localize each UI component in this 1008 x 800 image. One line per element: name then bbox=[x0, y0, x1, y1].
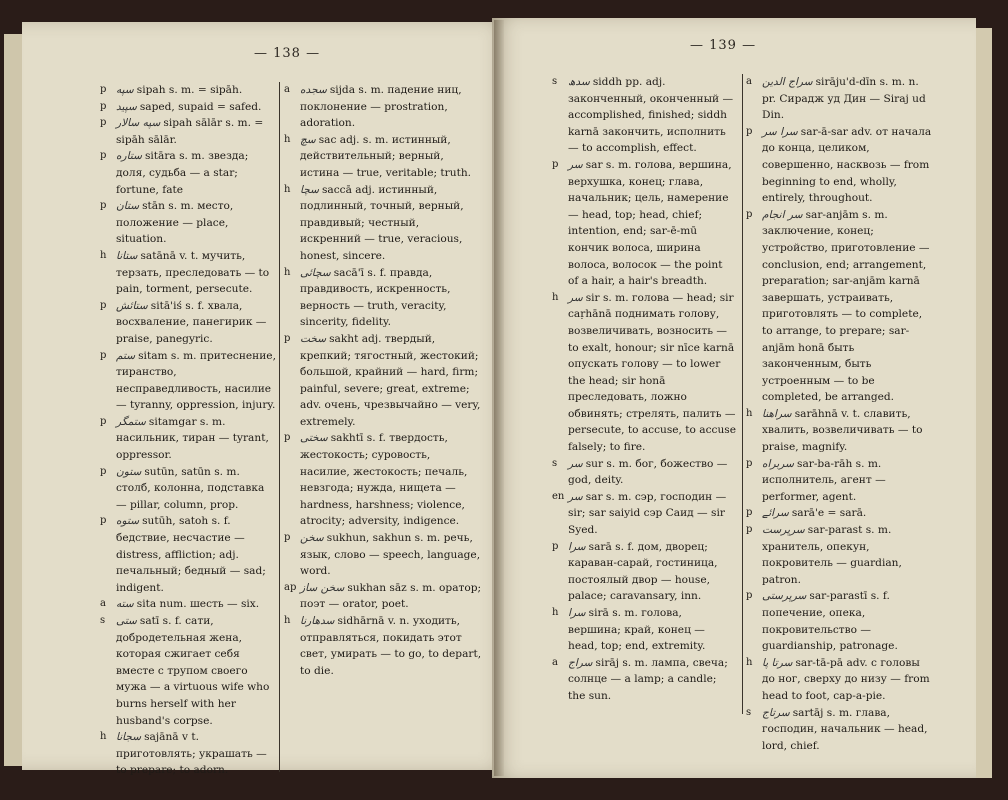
dictionary-entry bbox=[746, 456, 936, 506]
entry-arabic-headword: سر انجام bbox=[762, 208, 803, 221]
entry-text: sarā s. f. дом, дворец; караван-сарай, гостиница, постоялый двор — house, palace; caravansary, inn. bbox=[568, 540, 718, 603]
entry-text: sar-ā-sar adv. от начала до конца, целиком, совершенно, насквозь — from beginning to end, wholly, entirely, throughout. bbox=[762, 125, 932, 205]
dictionary-entry bbox=[284, 430, 482, 530]
right-column-1 bbox=[552, 74, 736, 705]
entry-arabic-headword: سر bbox=[568, 490, 583, 503]
entry-language-tag: en bbox=[552, 490, 565, 502]
entry-arabic-headword: ستاره bbox=[116, 150, 142, 163]
left-column-rule bbox=[279, 82, 280, 772]
entry-text: sijda s. m. падение ниц, поклонение — prostration, adoration. bbox=[300, 84, 462, 130]
entry-arabic-headword: سر bbox=[568, 158, 583, 171]
entry-language-tag: p bbox=[552, 540, 559, 552]
dictionary-entry bbox=[746, 522, 936, 588]
dictionary-entry bbox=[100, 613, 276, 729]
entry-text: sar s. m. сэр, господин — sir; sar saiyid сэр Саид — sir Syed. bbox=[568, 490, 727, 537]
entry-language-tag: p bbox=[746, 125, 753, 137]
entry-text: sar s. m. голова, вершина, верхушка, конец; глава, начальник; цель, намерение — head, top; head, chief; intention, end; sar-ē-mū кончик волоса, ширина волоса, волосок — the point of a hair, a hair's breadth. bbox=[568, 158, 732, 288]
entry-text: sirāju'd-dīn s. m. n. pr. Сирадж уд Дин — Siraj ud Din. bbox=[762, 76, 926, 122]
entry-text: sar-anjām s. m. заключение, конец; устройство, приготовление — conclusion, end; arrangement, preparation; sar-anjām karnā завершать, устраивать, приготовлять — to complete, to arrange, to prepare; sar-anjām honā быть законченным, быть устроенным — to be completed, be arranged. bbox=[762, 208, 930, 404]
dictionary-entry bbox=[100, 298, 276, 348]
entry-arabic-headword: ستان bbox=[116, 200, 140, 213]
dictionary-entry bbox=[746, 406, 936, 456]
left-page-number: — 138 — bbox=[254, 46, 321, 61]
entry-arabic-headword: سرا سر bbox=[762, 125, 798, 138]
entry-text: sidhārnā v. n. уходить, отправляться, покидать этот свет, умирать — to go, to depart, to die. bbox=[300, 615, 482, 677]
dictionary-entry bbox=[552, 157, 736, 290]
entry-language-tag: a bbox=[746, 76, 752, 87]
entry-language-tag: p bbox=[100, 200, 107, 212]
entry-text: siddh pp. adj. законченный, оконченный — accomplished, finished; siddh karnā закончить, исполнить — to accomplish, effect. bbox=[568, 76, 734, 155]
entry-text: sukhan sāz s. m. оратор; поэт — orator, poet. bbox=[300, 581, 482, 611]
entry-arabic-headword: سخن bbox=[300, 532, 324, 545]
entry-arabic-headword: سرا bbox=[568, 540, 586, 553]
entry-arabic-headword: سختی bbox=[300, 432, 328, 445]
entry-language-tag: p bbox=[100, 465, 107, 477]
entry-arabic-headword: سدهارنا bbox=[300, 615, 335, 627]
entry-arabic-headword: سچا bbox=[300, 183, 319, 196]
entry-language-tag: p bbox=[100, 84, 107, 95]
entry-text: sutūn, satūn s. m. столб, колонна, подставка — pillar, column, prop. bbox=[116, 465, 265, 511]
entry-arabic-headword: سر bbox=[568, 457, 583, 470]
dictionary-entry bbox=[284, 530, 482, 580]
dictionary-entry bbox=[552, 655, 736, 705]
entry-language-tag: h bbox=[284, 266, 291, 278]
entry-text: sakhtī s. f. твердость, жестокость; суровость, насилие, жестокость; печаль, невзгода; нужда, нищета — hardness, harshness; violence, atrocity; adversity, indigence. bbox=[300, 432, 468, 528]
right-page-number: — 139 — bbox=[690, 38, 757, 53]
entry-text: sipah s. m. = sipāh. bbox=[136, 84, 243, 96]
entry-text: sac adj. s. m. истинный, действительный; верный, истина — true, veritable; truth. bbox=[300, 133, 472, 179]
dictionary-entry bbox=[552, 290, 736, 456]
entry-arabic-headword: سدھ bbox=[568, 76, 590, 88]
entry-arabic-headword: سته bbox=[116, 598, 134, 611]
entry-language-tag: h bbox=[552, 607, 559, 618]
entry-language-tag: p bbox=[100, 515, 107, 527]
dictionary-entry bbox=[100, 198, 276, 248]
entry-arabic-headword: سراج الدین bbox=[762, 76, 813, 88]
entry-language-tag: h bbox=[284, 183, 291, 195]
dictionary-entry bbox=[100, 99, 276, 116]
entry-arabic-headword: سرا bbox=[568, 607, 586, 619]
dictionary-entry bbox=[100, 464, 276, 514]
entry-arabic-headword: ستون bbox=[116, 465, 142, 478]
dictionary-entry bbox=[746, 74, 936, 124]
entry-text: sur s. m. бог, божество — god, deity. bbox=[568, 457, 728, 487]
entry-language-tag: h bbox=[284, 133, 291, 145]
entry-text: sita num. шесть — six. bbox=[136, 598, 260, 611]
entry-text: sitā'iś s. f. хвала, восхваление, панегирик — praise, panegyric. bbox=[116, 299, 267, 345]
entry-language-tag: h bbox=[552, 291, 559, 303]
entry-text: sipah sālār s. m. = sipāh sālār. bbox=[116, 117, 264, 146]
entry-language-tag: s bbox=[746, 706, 752, 718]
dictionary-entry bbox=[100, 248, 276, 298]
dictionary-entry bbox=[100, 414, 276, 464]
entry-arabic-headword: سجانا bbox=[116, 731, 142, 744]
entry-arabic-headword: سرتا پا bbox=[762, 656, 793, 669]
entry-language-tag: p bbox=[746, 457, 753, 469]
dictionary-entry bbox=[552, 74, 736, 157]
dictionary-entry bbox=[746, 505, 936, 522]
entry-text: sacā'ī s. f. правда, правдивость, искренность, верность — truth, veracity, sincerity, fidelity. bbox=[300, 266, 451, 329]
entry-text: sir s. m. голова — head; sir caṛhānā поднимать голову, возвеличивать, возносить — to exalt, honour; sir nīce karnā опускать голову — to lower the head; sir honā преследовать, ложно обвинять; стрелять, палить — persecute, to accuse, to accuse falsely; to fire. bbox=[568, 291, 736, 454]
dictionary-entry bbox=[552, 489, 736, 539]
dictionary-entry bbox=[100, 513, 276, 596]
dictionary-entry bbox=[284, 82, 482, 132]
entry-arabic-headword: سربراه bbox=[762, 457, 795, 470]
entry-text: sar-ba-rāh s. m. исполнитель, агент — performer, agent. bbox=[762, 457, 886, 503]
entry-language-tag: p bbox=[100, 415, 107, 427]
entry-language-tag: h bbox=[100, 249, 107, 261]
entry-language-tag: h bbox=[284, 615, 291, 626]
entry-language-tag: s bbox=[552, 457, 558, 469]
entry-language-tag: ap bbox=[284, 581, 297, 593]
entry-text: satī s. f. сати, добродетельная жена, которая сжигает себя вместе с трупом своего мужа — a virtuous wife who burns herself with her husband's corpse. bbox=[116, 615, 270, 727]
entry-language-tag: a bbox=[552, 656, 558, 668]
entry-language-tag: p bbox=[284, 432, 291, 444]
entry-arabic-headword: سجده bbox=[300, 84, 327, 96]
entry-language-tag: h bbox=[746, 656, 753, 668]
dictionary-entry bbox=[284, 182, 482, 265]
dictionary-entry bbox=[552, 456, 736, 489]
entry-language-tag: p bbox=[100, 299, 107, 311]
book-gutter bbox=[494, 20, 504, 776]
dictionary-entry bbox=[100, 348, 276, 414]
entry-language-tag: h bbox=[746, 407, 753, 419]
dictionary-entry bbox=[100, 596, 276, 613]
entry-text: sakht adj. твердый, крепкий; тягостный, жестокий; большой, крайний — hard, firm; painful, severe; great, extreme; adv. очень, чрезвычайно — very, extremely. bbox=[300, 332, 481, 428]
entry-text: sajānā v t. приготовлять; украшать — to prepare; to adorn. bbox=[116, 731, 267, 777]
right-column-rule bbox=[742, 74, 743, 714]
dictionary-entry bbox=[552, 605, 736, 655]
entry-text: saped, supaid = safed. bbox=[139, 100, 262, 113]
entry-language-tag: s bbox=[552, 76, 558, 87]
entry-text: sar-parast s. m. хранитель, опекун, покровитель — guardian, patron. bbox=[762, 524, 902, 586]
entry-arabic-headword: سرپرستی bbox=[762, 590, 807, 603]
entry-arabic-headword: ستوه bbox=[116, 515, 140, 528]
entry-arabic-headword: سپه سالار bbox=[116, 117, 161, 130]
entry-language-tag: p bbox=[284, 332, 291, 344]
dictionary-entry bbox=[100, 148, 276, 198]
left-page bbox=[22, 22, 510, 777]
entry-arabic-headword: ستانا bbox=[116, 249, 138, 262]
dictionary-entry bbox=[284, 265, 482, 331]
dictionary-entry bbox=[552, 539, 736, 605]
entry-language-tag: p bbox=[100, 117, 107, 129]
entry-arabic-headword: سراهنا bbox=[762, 407, 792, 420]
entry-language-tag: s bbox=[100, 615, 106, 626]
dictionary-entry bbox=[746, 705, 936, 755]
entry-language-tag: a bbox=[284, 84, 290, 95]
entry-language-tag: p bbox=[552, 158, 559, 170]
entry-arabic-headword: سرائے bbox=[762, 507, 789, 520]
entry-text: sar-parastī s. f. попечение, опека, покровительство — guardianship, patronage. bbox=[762, 590, 898, 653]
dictionary-entry bbox=[746, 655, 936, 705]
entry-arabic-headword: سراج bbox=[568, 656, 593, 669]
entry-text: sar-tā-pā adv. с головы до ног, сверху до низу — from head to foot, cap-a-pie. bbox=[762, 656, 930, 702]
dictionary-entry bbox=[746, 124, 936, 207]
dictionary-entry bbox=[284, 331, 482, 431]
entry-text: sitamgar s. m. насильник, тиран — tyrant, oppressor. bbox=[116, 415, 269, 462]
entry-text: saccā adj. истинный, подлинный, точный, верный, правдивый; честный, искренний — true, veracious, honest, sincere. bbox=[300, 183, 464, 262]
entry-arabic-headword: ستمگر bbox=[116, 415, 146, 428]
entry-arabic-headword: سخن ساز bbox=[300, 581, 345, 594]
entry-text: satānā v. t. мучить, терзать, преследовать — to pain, torment, persecute. bbox=[116, 249, 270, 296]
dictionary-entry bbox=[100, 115, 276, 148]
entry-text: sartāj s. m. глава, господин, начальник — head, lord, chief. bbox=[762, 706, 928, 752]
dictionary-entry bbox=[100, 82, 276, 99]
entry-arabic-headword: سر bbox=[568, 291, 583, 304]
entry-language-tag: p bbox=[746, 524, 753, 536]
entry-language-tag: h bbox=[100, 731, 107, 743]
entry-arabic-headword: سرپرست bbox=[762, 524, 805, 537]
entry-language-tag: p bbox=[746, 208, 753, 220]
entry-language-tag: p bbox=[284, 532, 291, 544]
entry-text: sitam s. m. притеснение, тиранство, несправедливость, насилие — tyranny, oppression, injury. bbox=[116, 349, 276, 412]
entry-language-tag: p bbox=[100, 150, 107, 162]
entry-arabic-headword: سرتاج bbox=[762, 706, 790, 719]
entry-arabic-headword: سچائی bbox=[300, 266, 331, 279]
entry-language-tag: p bbox=[746, 507, 753, 519]
left-column-2 bbox=[284, 82, 482, 679]
entry-text: sarāhnā v. t. славить, хвалить, возвеличивать — to praise, magnify. bbox=[762, 407, 923, 454]
entry-arabic-headword: ستی bbox=[116, 615, 137, 627]
entry-language-tag: a bbox=[100, 598, 106, 610]
entry-language-tag: p bbox=[100, 100, 107, 112]
entry-text: sarā'e = sarā. bbox=[791, 507, 867, 520]
right-column-2 bbox=[746, 74, 936, 754]
entry-text: sirā s. m. голова, вершина; край, конец — head, top; end, extremity. bbox=[568, 607, 706, 653]
entry-text: sutūh, satoh s. f. бедствие, несчастие — distress, affliction; adj. печальный; бедный — sad; indigent. bbox=[116, 515, 266, 594]
entry-arabic-headword: سپید bbox=[116, 100, 137, 113]
entry-arabic-headword: ستم bbox=[116, 349, 136, 362]
dictionary-entry bbox=[284, 613, 482, 679]
dictionary-entry bbox=[284, 132, 482, 182]
dictionary-entry bbox=[746, 207, 936, 406]
entry-arabic-headword: سپه bbox=[116, 84, 134, 96]
dictionary-entry bbox=[746, 588, 936, 654]
dictionary-entry bbox=[284, 580, 482, 613]
entry-arabic-headword: ستائش bbox=[116, 299, 148, 312]
entry-arabic-headword: سخت bbox=[300, 332, 327, 345]
left-column-1 bbox=[100, 82, 276, 779]
right-page bbox=[492, 18, 976, 778]
entry-text: stān s. m. место, положение — place, situation. bbox=[116, 200, 234, 246]
dictionary-entry bbox=[100, 729, 276, 779]
entry-text: sitāra s. m. звезда; доля, судьба — a star; fortune, fate bbox=[116, 150, 249, 196]
entry-language-tag: p bbox=[746, 590, 753, 602]
entry-language-tag: p bbox=[100, 349, 107, 361]
entry-text: sirāj s. m. лампа, свеча; солнце — a lamp; a candle; the sun. bbox=[568, 656, 728, 702]
entry-arabic-headword: سچ bbox=[300, 133, 316, 146]
entry-text: sukhun, sakhun s. m. речь, язык, слово — speech, language, word. bbox=[300, 532, 481, 578]
